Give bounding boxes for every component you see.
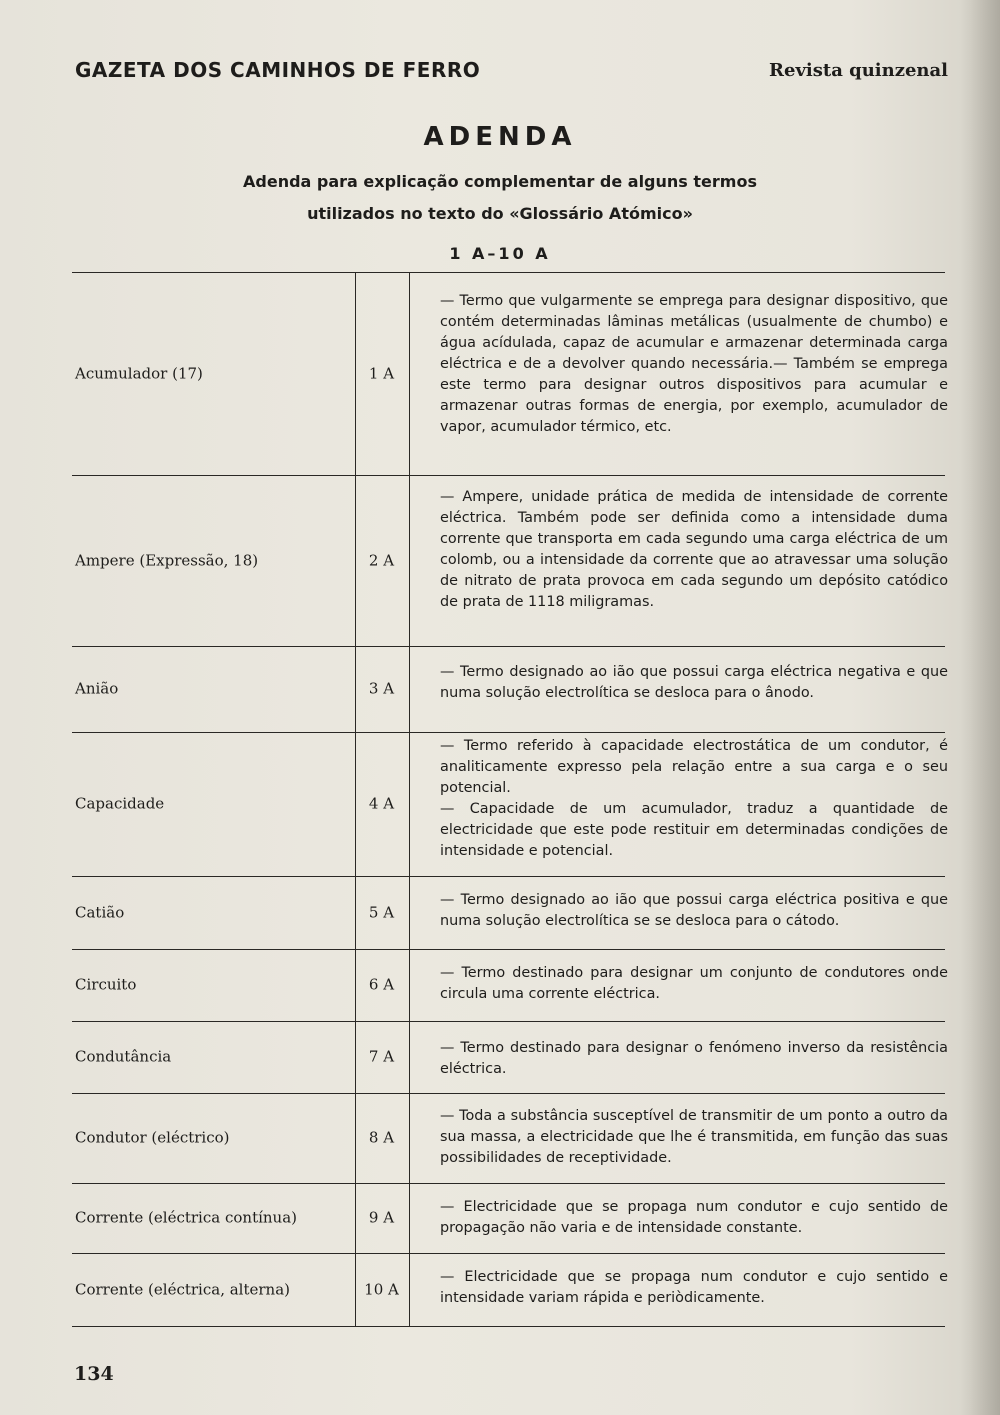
definition-text: — Termo designado ao ião que possui carga eléctrica negativa e que numa solução electrolítica se desloca para o ânodo. [440,664,948,701]
table-row [72,272,948,475]
subtitle-line-1: Adenda para explicação complementar de alguns termos [243,172,757,191]
table-row [72,646,948,732]
entry-term: Catião [75,903,125,921]
entry-code: 8 A [368,1128,395,1147]
entry-code: 2 A [368,551,395,569]
table-bottom-rule [72,1326,945,1327]
table-row [72,732,948,876]
entry-range: 1 A–10 A [449,244,551,263]
entry-definition [440,291,948,438]
entry-term: Corrente (eléctrica, alterna) [75,1280,291,1298]
definition-text: — Electricidade que se propaga num condutor e cujo sentido e intensidade variam rápida e periòdicamente. [440,1269,948,1306]
entry-definition [440,736,948,862]
definition-text: — Termo designado ao ião que possui carga eléctrica positiva e que numa solução electrolítica se se desloca para o cátodo. [440,892,948,929]
entry-definition [440,487,948,613]
definition-text: — Termo referido à capacidade electrostática de um condutor, é analiticamente expresso pela relação entre a sua carga e o seu potencial. [440,738,948,796]
definition-text: — Toda a substância susceptível de transmitir de um ponto a outro da sua massa, a electricidade que lhe é transmitida, em função das suas possibilidades de receptividade. [440,1108,948,1166]
entry-term: Acumulador (17) [75,364,203,382]
table-row [72,1253,948,1326]
definition-text: — Capacidade de um acumulador, traduz a quantidade de electricidade que este pode restituir em determinadas condições de intensidade e potencial. [440,801,948,859]
table-row [72,1183,948,1253]
entry-definition [440,963,948,1005]
table-row [72,876,948,949]
entry-code: 9 A [368,1208,395,1227]
entry-definition [440,1038,948,1080]
entry-definition [440,1106,948,1169]
publication-title: GAZETA DOS CAMINHOS DE FERRO [75,58,481,82]
entry-code: 4 A [368,794,395,813]
entry-code: 5 A [368,903,395,921]
entry-term: Corrente (eléctrica contínua) [75,1208,298,1227]
table-row [72,949,948,1021]
definition-text: — Termo que vulgarmente se emprega para designar dispositivo, que contém determinadas lâminas metálicas (usualmente de chumbo) e água acídulada, capaz de acumular e armazenar determinada carga eléctrica e de a devolver quando necessária.— Também se emprega este termo para designar outros dispositivos para acumular e armazenar outras formas de energia, por exemplo, acumulador de vapor, acumulador térmico, etc. [440,293,948,435]
entry-term: Circuito [75,975,137,994]
entry-term: Condutância [75,1047,172,1066]
entry-definition [440,662,948,704]
entry-code: 10 A [364,1280,399,1298]
page-number: 134 [74,1363,114,1385]
definition-text: — Termo destinado para designar um conjunto de condutores onde circula uma corrente eléctrica. [440,965,948,1002]
entry-term: Anião [75,679,119,698]
definition-text: — Ampere, unidade prática de medida de intensidade de corrente eléctrica. Também pode ser definida como a intensidade duma corrente que transporta em cada segundo uma carga eléctrica de um colomb, ou a intensidade da corrente que ao atravessar uma solução de nitrato de prata provoca em cada segundo um depósito catódico de prata de 1118 miligramas. [440,489,948,610]
entry-code: 6 A [368,975,395,994]
entry-code: 1 A [368,364,395,382]
entry-code: 7 A [368,1047,395,1066]
entry-code: 3 A [368,679,395,698]
entry-term: Ampere (Expressão, 18) [75,551,259,569]
table-row [72,1021,948,1093]
entry-term: Capacidade [75,794,165,813]
table-row [72,1093,948,1183]
definition-text: — Termo destinado para designar o fenómeno inverso da resistência eléctrica. [440,1040,948,1077]
entry-definition [440,1197,948,1239]
definition-text: — Electricidade que se propaga num condutor e cujo sentido de propagação não varia e de intensidade constante. [440,1199,948,1236]
subtitle-line-2: utilizados no texto do «Glossário Atómico» [307,204,693,223]
entry-definition [440,890,948,932]
page-title: ADENDA [423,122,577,152]
publication-subtitle: Revista quinzenal [769,60,948,81]
entry-definition [440,1267,948,1309]
entry-term: Condutor (eléctrico) [75,1128,230,1147]
table-row [72,475,948,646]
